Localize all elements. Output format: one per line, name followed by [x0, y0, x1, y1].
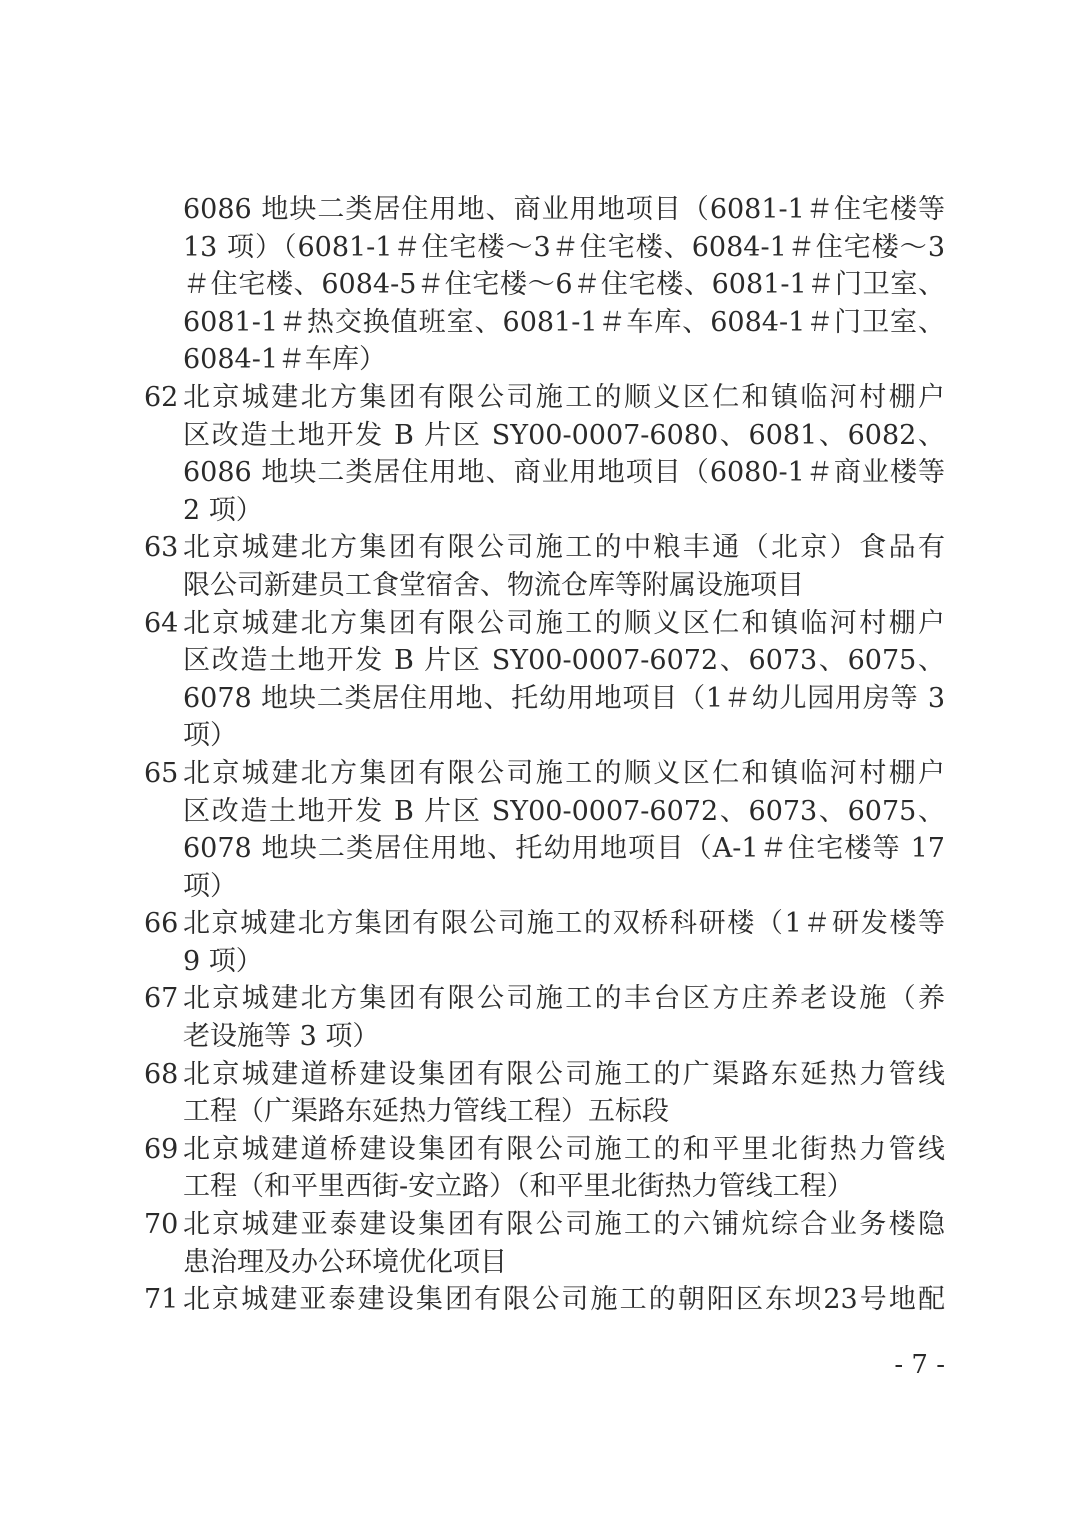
- list-item: [0, 1131, 1080, 1206]
- item-text-line: 区改造土地开发 B 片区 SY00-0007-6072、6073、6075、: [183, 645, 945, 677]
- item-number: 65: [144, 757, 179, 789]
- item-text-line: 限公司新建员工食堂宿舍、物流仓库等附属设施项目: [183, 569, 804, 601]
- list-item: [0, 755, 1080, 905]
- item-text-line: 北京城建北方集团有限公司施工的中粮丰通（北京）食品有: [183, 532, 945, 564]
- item-text-line: 患治理及办公环境优化项目: [183, 1246, 507, 1278]
- item-number: 68: [144, 1058, 179, 1090]
- item-number: 70: [144, 1209, 179, 1241]
- list-item: [0, 980, 1080, 1055]
- item-text-line: 2 项）: [183, 494, 263, 526]
- item-text-line: 北京城建道桥建设集团有限公司施工的广渠路东延热力管线: [183, 1058, 945, 1090]
- item-number: 62: [144, 381, 179, 413]
- item-number: 66: [144, 908, 179, 940]
- list-item: [0, 529, 1080, 604]
- page-number: - 7 -: [894, 1350, 945, 1380]
- list-item: [0, 379, 1080, 529]
- item-text-line: 区改造土地开发 B 片区 SY00-0007-6080、6081、6082、: [183, 419, 945, 451]
- item-text-line: 9 项）: [183, 945, 263, 977]
- document-body: [0, 191, 1080, 1319]
- item-text-line: 6086 地块二类居住用地、商业用地项目（6080-1＃商业楼等: [183, 457, 945, 489]
- item-number: 69: [144, 1133, 179, 1165]
- item-text-line: 北京城建道桥建设集团有限公司施工的和平里北街热力管线: [183, 1133, 945, 1165]
- item-text-line: 北京城建北方集团有限公司施工的双桥科研楼（1＃研发楼等: [183, 908, 945, 940]
- item-text-line: 工程（和平里西街-安立路）（和平里北街热力管线工程）: [183, 1171, 854, 1203]
- item-text-line: 工程（广渠路东延热力管线工程）五标段: [183, 1096, 669, 1128]
- item-number: 67: [144, 983, 179, 1015]
- list-item: [0, 1056, 1080, 1131]
- item-text-line: 北京城建北方集团有限公司施工的顺义区仁和镇临河村棚户: [183, 757, 945, 789]
- item-text-line: 北京城建北方集团有限公司施工的丰台区方庄养老设施（养: [183, 983, 945, 1015]
- item-text-line: 13 项）（6081-1＃住宅楼～3＃住宅楼、6084-1＃住宅楼～3: [183, 231, 945, 263]
- item-text-line: 项）: [183, 720, 237, 752]
- item-number: 64: [144, 607, 179, 639]
- item-text-line: 6078 地块二类居住用地、托幼用地项目（A-1＃住宅楼等 17: [183, 833, 945, 865]
- item-number: 71: [144, 1284, 179, 1316]
- item-text-line: 北京城建北方集团有限公司施工的顺义区仁和镇临河村棚户: [183, 381, 945, 413]
- list-item: [0, 605, 1080, 755]
- item-text-line: ＃住宅楼、6084-5＃住宅楼～6＃住宅楼、6081-1＃门卫室、: [183, 269, 945, 301]
- item-text-line: 6078 地块二类居住用地、托幼用地项目（1＃幼儿园用房等 3: [183, 682, 945, 714]
- list-item: [0, 1206, 1080, 1281]
- item-text-line: 老设施等 3 项）: [183, 1021, 380, 1053]
- item-text-line: 区改造土地开发 B 片区 SY00-0007-6072、6073、6075、: [183, 795, 945, 827]
- item-text-line: 项）: [183, 870, 237, 902]
- list-item: [0, 191, 1080, 379]
- item-text-line: 北京城建北方集团有限公司施工的顺义区仁和镇临河村棚户: [183, 607, 945, 639]
- item-text-line: 北京城建亚泰建设集团有限公司施工的朝阳区东坝23号地配: [183, 1284, 945, 1316]
- item-text-line: 6084-1＃车库）: [183, 344, 387, 376]
- item-text-line: 6086 地块二类居住用地、商业用地项目（6081-1＃住宅楼等: [183, 194, 945, 225]
- item-number: 63: [144, 532, 179, 564]
- item-text-line: 6081-1＃热交换值班室、6081-1＃车库、6084-1＃门卫室、: [183, 306, 945, 338]
- item-text-line: 北京城建亚泰建设集团有限公司施工的六铺炕综合业务楼隐: [183, 1209, 945, 1241]
- list-item: [0, 905, 1080, 980]
- list-item: [0, 1281, 1080, 1319]
